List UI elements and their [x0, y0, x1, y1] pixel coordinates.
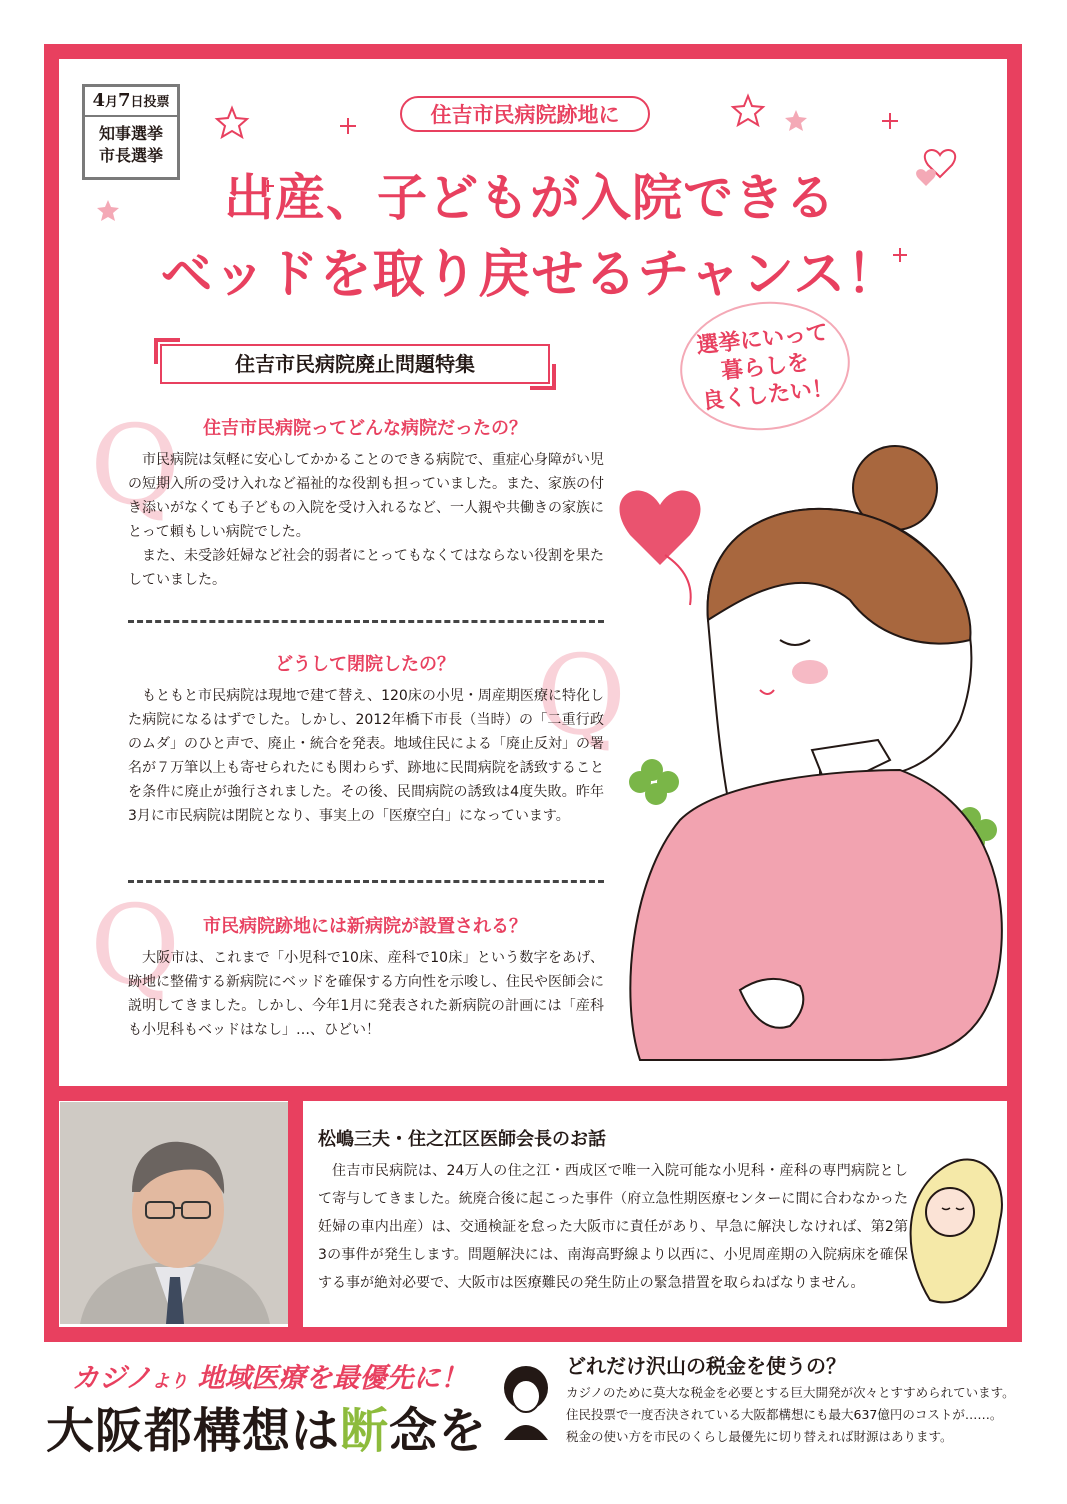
question-heading: どうして閉院したの？: [275, 654, 455, 675]
answer-text: 市民病院は気軽に安心してかかることのできる病院で、重症心身障がい児の短期入所の受け入れなど福祉的な役割も担っていました。また、家族の付き添いがなくても子どもの入院を受け入れるなど、一人親や共働きの家族にとって頼もしい病院でした。 また、未受診妊婦など社会的弱者にとってもなくてはならない役割を果たしていました。: [128, 452, 604, 588]
answer-text: 大阪市は、これまで「小児科で10床、産科で10床」という数字をあげ、跡地に整備する新病院にベッドを確保する方向性を示唆し、住民や医師会に説明してきました。しかし、今年1月に発表された新病院の計画には「産科も小児科もベッドはなし」…、ひどい！: [128, 950, 604, 1038]
vote-circle-message: 選挙にいって 暮らしを 良くしたい！: [674, 293, 856, 438]
doctor-talk-title: 松嶋三夫・住之江区医師会長のお話: [318, 1129, 606, 1150]
girl-icon: [504, 1366, 548, 1440]
subhead-pill: 住吉市民病院跡地に: [400, 96, 650, 132]
star-icon: [217, 108, 247, 137]
question-heading: 住吉市民病院ってどんな病院だったの？: [203, 418, 527, 439]
tax-text: カジノのために莫大な税金を必要とする巨大開発が次々とすすめられています。 住民投票で一度否決されている大阪都構想にも最大637億円のコストが……。 税金の使い方を市民のくらし最優先に切り替えれば財源はあります。: [566, 1385, 1015, 1444]
doctor-talk-body: 住吉市民病院は、24万人の住之江・西成区で唯一入院可能な小児科・産科の専門病院として寄与してきました。統廃合後に起こった事件（府立急性期医療センターに間に合わなかった妊婦の車内出産）は、交通検証を怠った大阪市に責任があり、早急に解決しなければ、第2第3の事件が発生します。問題解決には、南海高野線より以西に、小児周産期の入院病床を確保する事が絶対必要で、大阪市は医療難民の発生防止の緊急措置を取らねばなりません。: [318, 1163, 908, 1291]
tax-question: どれだけ沢山の税金を使うの？: [566, 1354, 846, 1378]
divider: [128, 620, 604, 623]
main-title-line2: ベッドを取り戻せるチャンス！: [160, 245, 900, 305]
election-mayor: 市長選挙: [98, 146, 163, 165]
section-band: [44, 1086, 1022, 1101]
photo-divider: [288, 1086, 303, 1342]
main-title-line1: 出産、子どもが入院できる: [224, 169, 836, 227]
casino-slogan: カジノより 地域医療を最優先に！: [72, 1363, 468, 1394]
election-governor: 知事選挙: [98, 124, 163, 143]
q-mark-decoration: Q: [536, 631, 627, 759]
vote-date: 4月7日投票: [85, 87, 177, 117]
section-title: 住吉市民病院廃止問題特集: [160, 344, 550, 384]
baby-illustration: [911, 1160, 1002, 1303]
q-mark-decoration: Q: [90, 401, 181, 529]
heart-icon: [620, 491, 701, 565]
question-heading: 市民病院跡地には新病院が設置される？: [203, 916, 527, 937]
divider: [128, 880, 604, 883]
star-icon: [785, 110, 807, 131]
star-icon: [733, 96, 763, 125]
doctor-photo: [60, 1102, 288, 1324]
osaka-slogan: 大阪都構想は断念を: [46, 1403, 488, 1459]
doctor-portrait: [60, 1102, 288, 1324]
q-mark-decoration: Q: [90, 881, 181, 1009]
answer-text: もともと市民病院は現地で建て替え、120床の小児・周産期医療に特化した病院になるはずでした。しかし、2012年橋下市長（当時）の「二重行政のムダ」のひと声で、廃止・統合を発表。地域住民による「廃止反対」の署名が７万筆以上も寄せられたにも関わらず、跡地に民間病院を誘致することを条件に廃止が強行されました。その後、民間病院の誘致は4度失敗。昨年3月に市民病院は閉院となり、事実上の「医療空白」になっています。: [128, 688, 604, 824]
